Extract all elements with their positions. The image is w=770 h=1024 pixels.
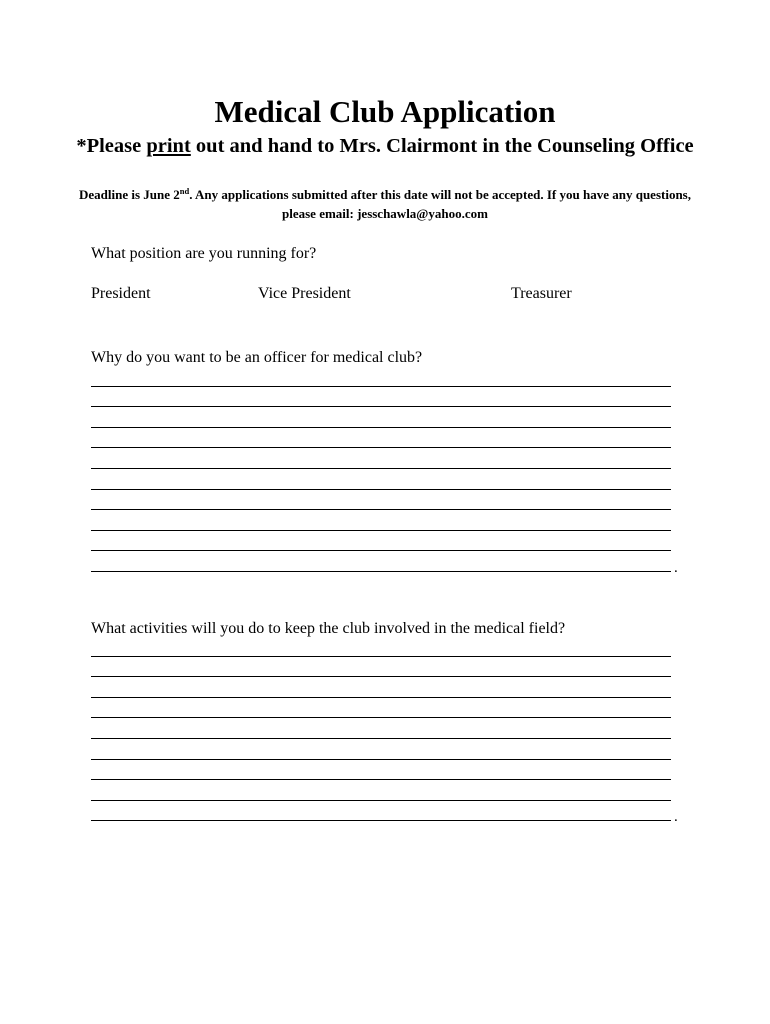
answer-line[interactable] [91,450,671,471]
answer-line[interactable] [91,471,671,492]
answer-line[interactable] [91,430,671,451]
subtitle-underlined-word: print [146,135,191,157]
deadline-ordinal-suffix: nd [179,186,190,196]
answer-line[interactable] [91,762,671,783]
option-treasurer[interactable]: Treasurer [511,285,572,302]
deadline-text-end: . Any applications submitted after this date will not be accepted. If you have any questions, please email: jesschawla@yahoo.com [189,187,691,221]
line-end-period: . [674,809,678,826]
answer-line[interactable] [91,389,671,410]
answer-line[interactable] [91,512,671,533]
answer-line[interactable] [91,803,678,826]
answer-line[interactable] [91,720,671,741]
answer-line[interactable] [91,368,671,389]
subtitle-text-start: *Please [76,135,147,157]
answer-line[interactable] [91,492,671,513]
position-question: What position are you running for? [91,245,317,262]
answer-line[interactable] [91,782,671,803]
answer-line[interactable] [91,659,671,680]
answer-line[interactable] [91,409,671,430]
officer-answer-lines[interactable] [91,368,681,574]
option-president[interactable]: President [91,285,151,302]
answer-line[interactable] [91,638,671,659]
deadline-text-start: Deadline is June 2 [79,187,180,202]
answer-line[interactable] [91,700,671,721]
deadline-notice [70,185,700,223]
answer-line[interactable] [91,741,671,762]
subtitle-text-end: out and hand to Mrs. Clairmont in the Counseling Office [190,135,694,157]
answer-line[interactable] [91,533,671,554]
instructions-subtitle [60,133,710,159]
page-title: Medical Club Application [214,94,556,129]
answer-line[interactable] [91,679,671,700]
officer-question: Why do you want to be an officer for medical club? [91,349,423,366]
activities-answer-lines[interactable] [91,638,681,826]
option-vice-president[interactable]: Vice President [258,285,351,302]
line-end-period: . [674,559,678,576]
answer-line[interactable] [91,553,678,576]
activities-question: What activities will you do to keep the club involved in the medical field? [91,620,566,637]
